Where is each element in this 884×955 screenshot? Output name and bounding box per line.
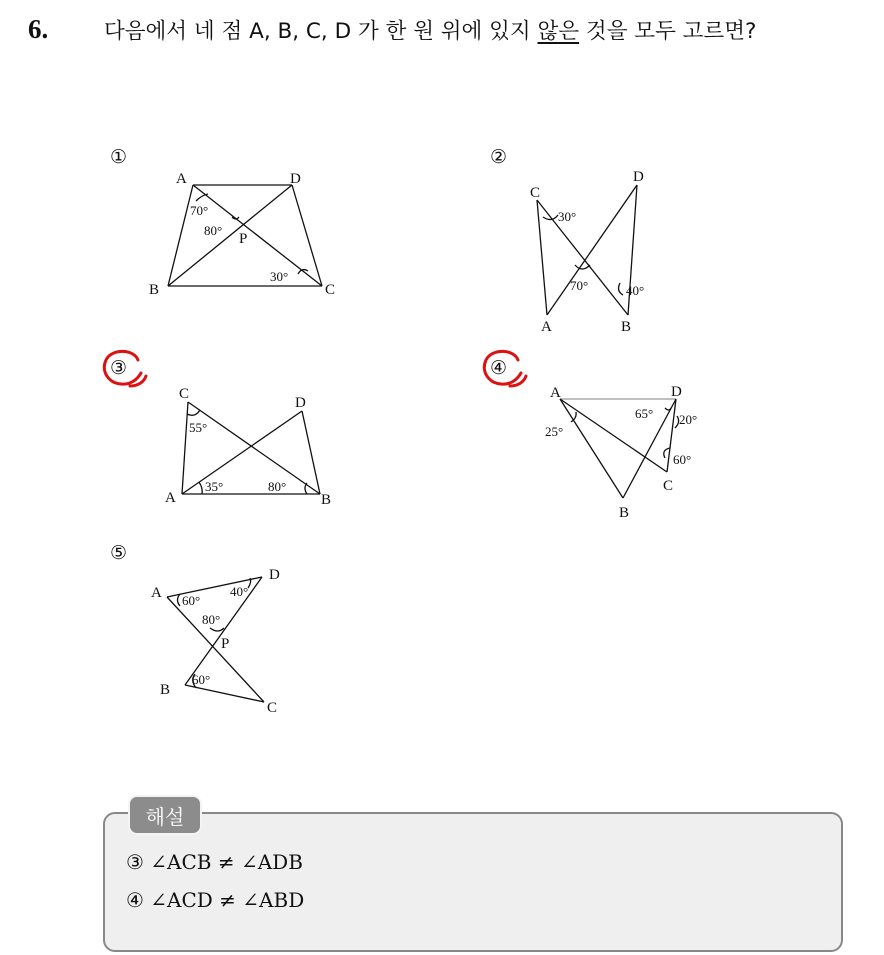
- fig2-label-C: C: [530, 185, 541, 201]
- fig3-label-C: C: [179, 386, 190, 402]
- solution-line-2: ④ ∠ACD ≠ ∠ABD: [126, 888, 305, 912]
- choice-4-selected-mark: [480, 346, 530, 392]
- fig4-angle-60: 60°: [673, 452, 692, 467]
- figure-4-diagram: [535, 378, 715, 523]
- fig4-label-C: C: [663, 478, 674, 494]
- question-number: 6.: [28, 14, 49, 44]
- choice-4-number[interactable]: ④: [490, 357, 508, 379]
- question-text-underlined: 않은: [537, 19, 580, 44]
- fig5-angle-80: 80°: [202, 612, 221, 627]
- choice-3-selected-mark: [100, 346, 150, 392]
- fig5-label-C: C: [267, 700, 278, 716]
- fig3-label-A: A: [165, 490, 176, 506]
- fig1-label-B: B: [149, 282, 160, 298]
- figure-1-diagram: [140, 165, 350, 300]
- choice-2-number[interactable]: ②: [490, 146, 508, 168]
- fig4-angle-20: 20°: [679, 412, 698, 427]
- solution-box: [103, 812, 843, 952]
- fig5-angle-40: 40°: [230, 584, 249, 599]
- solution-tag: 해설: [128, 795, 202, 835]
- fig4-label-A: A: [550, 385, 561, 401]
- fig1-angle-30: 30°: [270, 269, 289, 284]
- fig1-label-C: C: [325, 282, 336, 298]
- choice-3-number[interactable]: ③: [110, 357, 128, 379]
- fig2-angle-40: 40°: [626, 283, 645, 298]
- fig5-label-B: B: [160, 682, 171, 698]
- fig1-angle-70: 70°: [190, 203, 209, 218]
- fig2-label-D: D: [633, 169, 644, 185]
- choice-1-number[interactable]: ①: [110, 146, 128, 168]
- fig1-label-P: P: [239, 231, 248, 247]
- fig3-angle-35: 35°: [205, 479, 224, 494]
- figure-5-diagram: [140, 560, 300, 720]
- figure-2-diagram: [520, 165, 680, 340]
- fig5-label-D: D: [269, 567, 280, 583]
- fig2-label-A: A: [541, 319, 552, 335]
- fig2-angle-30: 30°: [558, 209, 577, 224]
- fig4-angle-25: 25°: [545, 424, 564, 439]
- fig3-angle-80: 80°: [268, 479, 287, 494]
- fig3-label-D: D: [295, 395, 306, 411]
- choice-5-number[interactable]: ⑤: [110, 542, 128, 564]
- fig4-label-B: B: [619, 505, 630, 521]
- question-text-before: 다음에서 네 점 A, B, C, D 가 한 원 위에 있지: [104, 19, 538, 44]
- fig5-angle-60-bottom: 60°: [192, 672, 211, 687]
- question-text: [104, 14, 874, 50]
- fig2-angle-70: 70°: [570, 278, 589, 293]
- solution-line-1: ③ ∠ACB ≠ ∠ADB: [126, 850, 303, 874]
- fig2-label-B: B: [621, 319, 632, 335]
- fig5-label-A: A: [151, 585, 162, 601]
- fig3-angle-55: 55°: [189, 420, 208, 435]
- question-text-after: 것을 모두 고르면?: [579, 19, 757, 44]
- fig5-angle-60-top: 60°: [182, 593, 201, 608]
- fig5-label-P: P: [221, 636, 230, 652]
- fig1-label-D: D: [290, 171, 301, 187]
- fig3-label-B: B: [321, 492, 332, 508]
- fig4-angle-65: 65°: [635, 406, 654, 421]
- figure-3-diagram: [155, 378, 355, 513]
- fig1-label-A: A: [176, 171, 187, 187]
- fig4-label-D: D: [671, 384, 682, 400]
- fig1-angle-80: 80°: [204, 223, 223, 238]
